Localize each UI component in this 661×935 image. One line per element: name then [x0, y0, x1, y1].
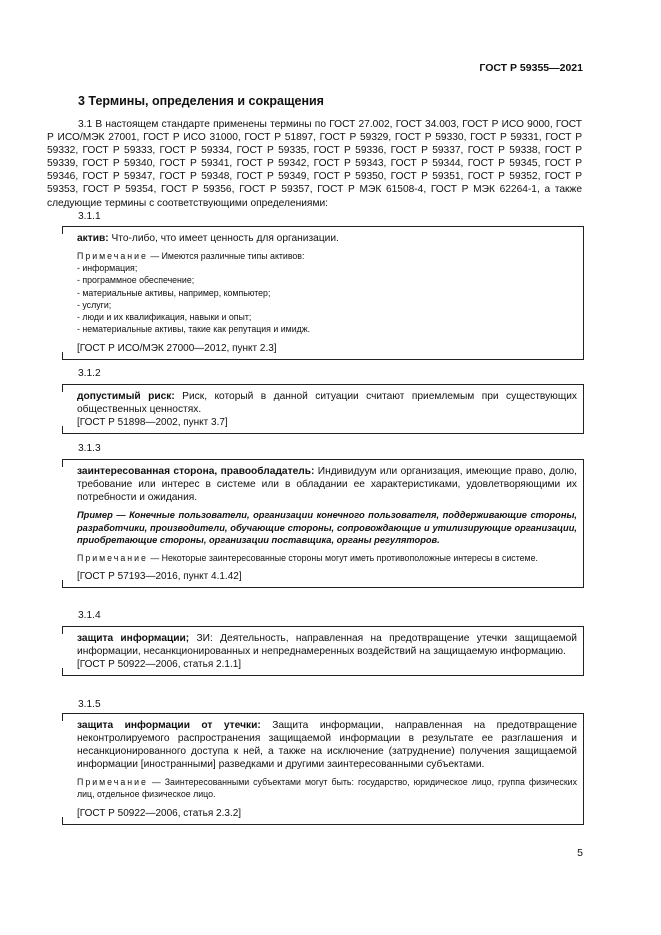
term-box	[62, 459, 584, 588]
note-label: Примечание	[77, 777, 148, 788]
note-text: — Заинтересованными субъектами могут быть: государство, юридическое лицо, группа физических лиц, отдельное физическое лицо.	[77, 777, 577, 800]
term-number: 3.1.3	[78, 443, 101, 454]
term-number: 3.1.1	[78, 211, 101, 222]
term-source: [ГОСТ Р ИСО/МЭК 27000—2012, пункт 2.3]	[77, 343, 277, 355]
term-definition-text: Защита информации, направленная на предотвращение неконтролируемого распространения защищаемой информации в результате ее разглашения и несанкционированного доступа к ней, а также на исключение (затруднение) получения защищаемой информации [иностранными] разведками и другими заинтересованными субъектами.	[77, 720, 578, 771]
term-definition-text: ЗИ: Деятельность, направленная на предотвращение утечки защищаемой информации, несанкционированных и непреднамеренных воздействий на защищаемую информацию.	[77, 633, 577, 658]
term-definition-text: Риск, который в данной ситуации считают приемлемым при существующих общественных ценностях.	[77, 391, 577, 416]
term-note	[77, 776, 577, 800]
term-box	[62, 713, 584, 825]
term-number: 3.1.5	[78, 699, 101, 710]
term-source: [ГОСТ Р 50922—2006, статья 2.3.2]	[77, 807, 242, 819]
note-text: — Некоторые заинтересованные стороны могут иметь противоположные интересы в системе.	[147, 552, 538, 563]
list-item: - программное обеспечение;	[77, 274, 577, 286]
term-box	[62, 384, 584, 434]
note-label: Примечание	[77, 251, 148, 262]
term-source: [ГОСТ Р 50922—2006, статья 2.1.1]	[77, 659, 242, 671]
intro-paragraph	[47, 118, 582, 210]
list-item: - информация;	[77, 262, 577, 274]
term-definition	[77, 719, 577, 771]
term-definition	[77, 390, 577, 416]
intro-text: 3.1 В настоящем стандарте применены термины по ГОСТ 27.002, ГОСТ 34.003, ГОСТ Р ИСО 9000, ГОСТ Р ИСО/МЭК 27001, ГОСТ Р ИСО 31000, ГОСТ Р 51897, ГОСТ Р 59329, ГОСТ Р 59330, ГОСТ Р 59331, ГОСТ Р 59332, ГОСТ Р 59333, ГОСТ Р 59334, ГОСТ Р 59335, ГОСТ Р 59336, ГОСТ Р 59337, ГОСТ Р 59338, ГОСТ Р 59339, ГОСТ Р 59340, ГОСТ Р 59341, ГОСТ Р 59342, ГОСТ Р 59343, ГОСТ Р 59344, ГОСТ Р 59345, ГОСТ Р 59346, ГОСТ Р 59347, ГОСТ Р 59348, ГОСТ Р 59349, ГОСТ Р 59350, ГОСТ Р 59351, ГОСТ Р 59352, ГОСТ Р 59353, ГОСТ Р 59354, ГОСТ Р 59356, ГОСТ Р 59357, ГОСТ Р МЭК 61508-4, ГОСТ Р МЭК 62264-1, а также следующие термины с соответствующими определениями:	[47, 119, 582, 209]
page-number: 5	[577, 847, 583, 859]
term-definition	[77, 465, 577, 504]
term-definition	[77, 632, 577, 658]
term-name: актив:	[77, 233, 109, 244]
term-name: защита информации от утечки:	[77, 720, 261, 731]
list-item: - люди и их квалификация, навыки и опыт;	[77, 311, 577, 323]
term-name: допустимый риск:	[77, 391, 175, 402]
term-number: 3.1.4	[78, 610, 101, 621]
term-definition	[77, 232, 577, 245]
note-list	[77, 262, 577, 335]
list-item: - нематериальные активы, такие как репутация и имидж.	[77, 323, 577, 335]
term-name: защита информации;	[77, 633, 190, 644]
term-number: 3.1.2	[78, 368, 101, 379]
term-name: заинтересованная сторона, правообладатель:	[77, 466, 315, 477]
term-box	[62, 226, 584, 360]
note-text: — Имеются различные типы активов:	[147, 251, 305, 262]
list-item: - материальные активы, например, компьютер;	[77, 287, 577, 299]
term-example: Пример — Конечные пользователи, организации конечного пользователя, поддерживающие стороны, разработчики, производители, обучающие стороны, сопровождающие и утилизирующие организации, приобретающие стороны, организации поставщика, органы регуляторов.	[77, 510, 577, 546]
term-definition-text: Индивидуум или организация, имеющие право, долю, требование или интерес в системе или в обладании ее характеристиками, удовлетворяющими их потребности и ожидания.	[77, 466, 577, 504]
section-title: 3 Термины, определения и сокращения	[78, 94, 324, 108]
term-note	[77, 552, 577, 564]
note-label: Примечание	[77, 552, 148, 563]
term-note	[77, 250, 577, 262]
term-source: [ГОСТ Р 51898—2002, пункт 3.7]	[77, 417, 228, 429]
term-definition-text: Что-либо, что имеет ценность для организации.	[108, 233, 339, 244]
term-source: [ГОСТ Р 57193—2016, пункт 4.1.42]	[77, 570, 242, 582]
list-item: - услуги;	[77, 299, 577, 311]
term-box	[62, 626, 584, 676]
document-header: ГОСТ Р 59355—2021	[479, 62, 583, 74]
